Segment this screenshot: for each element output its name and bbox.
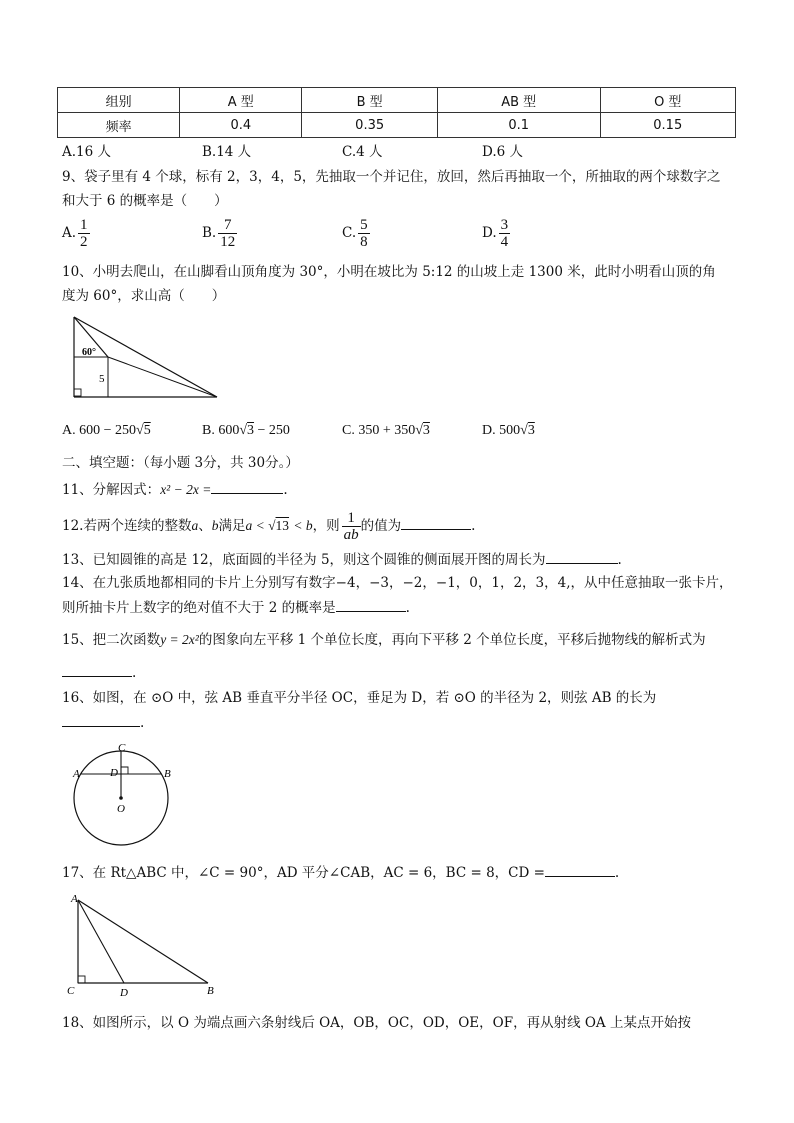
q15-expression: y = 2x² <box>160 632 199 647</box>
option-letter: A. <box>62 225 77 241</box>
option-letter: D. <box>482 225 497 241</box>
table-cell: 0.15 <box>600 113 736 138</box>
q13 <box>62 549 622 570</box>
label-o: O <box>117 803 125 815</box>
side-label: 5 <box>99 373 105 385</box>
q12: 12.若两个连续的整数a、b满足a < √13 < b，则 $\frac{1}{ab}$ 的值为 . <box>62 510 476 543</box>
slope-line <box>108 357 217 397</box>
q17 <box>62 862 619 883</box>
q17-triangle-figure <box>62 890 222 1000</box>
option-prefix: D. 500 <box>482 423 521 438</box>
q13-text: 13、已知圆锥的高是 12，底面圆的半径为 5，则这个圆锥的侧面展开图的周长为 <box>62 552 546 568</box>
option-letter: B. <box>202 225 217 241</box>
fraction <box>358 217 370 250</box>
q10-option-d: D. 500√3 <box>482 423 535 438</box>
q8-option-d: D.6 人 <box>482 144 524 160</box>
q11-end: . <box>283 482 288 498</box>
q15-line-1 <box>62 630 706 650</box>
label-c: C <box>67 985 75 997</box>
answer-blank <box>211 479 283 494</box>
label-a: A <box>73 768 80 780</box>
option-prefix: A. 600 − 250 <box>62 423 137 438</box>
right-angle-mark <box>74 389 81 396</box>
numerator: 1 <box>80 217 88 233</box>
table-cell: O 型 <box>600 88 736 113</box>
q10-option-c: C. 350 + 350√3 <box>342 423 430 438</box>
angle-label: 60° <box>82 347 96 358</box>
label-a: A <box>71 893 78 905</box>
table-cell: 频率 <box>58 113 180 138</box>
q8-option-a: A.16 人 <box>62 144 112 160</box>
q15-end: . <box>132 665 137 681</box>
q14-line-1: 14、在九张质地都相同的卡片上分别写有数字−4，−3，−2，−1，0，1，2，3，4,，从中任意抽取一张卡片， <box>62 575 733 591</box>
var-b: b <box>211 518 219 533</box>
numerator: 1 <box>342 510 361 527</box>
q9-line-1: 9、袋子里有 4 个球，标有 2，3，4，5，先抽取一个并记住，放回，然后再抽取一个，所抽取的两个球数字之 <box>62 169 721 185</box>
q11 <box>62 479 288 500</box>
q11-expression: x² − 2x = <box>160 482 212 497</box>
center-point <box>119 796 123 800</box>
q8-option-b: B.14 人 <box>202 144 252 160</box>
q8-option-c: C.4 人 <box>342 144 383 160</box>
q15-line-2 <box>62 662 136 683</box>
option-letter: C. <box>342 225 357 241</box>
q9-option-b <box>202 217 237 250</box>
q9-option-a <box>62 217 90 250</box>
q11-prefix: 11、分解因式： <box>62 482 161 498</box>
answer-blank <box>545 862 615 877</box>
option-prefix: C. 350 + 350 <box>342 423 416 438</box>
answer-blank <box>336 597 406 612</box>
q15-suffix: 的图象向左平移 1 个单位长度，再向下平移 2 个单位长度，平移后抛物线的解析式为 <box>198 632 706 648</box>
answer-blank <box>546 549 618 564</box>
answer-blank <box>62 712 140 727</box>
radicand: 3 <box>527 423 535 438</box>
table-cell: B 型 <box>302 88 437 113</box>
radicand: 3 <box>422 423 430 438</box>
q17-text: 17、在 Rt△ABC 中，∠C = 90°，AD 平分∠CAB，AC = 6，BC = 8，CD = <box>62 865 545 881</box>
denominator: 2 <box>80 234 88 250</box>
table-cell: AB 型 <box>437 88 600 113</box>
right-angle-mark <box>121 767 128 774</box>
q10-option-a: A. 600 − 250√5 <box>62 423 151 438</box>
q12-end: . <box>471 518 476 534</box>
section-heading: 二、填空题：（每小题 3分，共 30分。） <box>62 455 299 471</box>
answer-blank <box>62 662 132 677</box>
blood-type-frequency-table <box>57 87 736 138</box>
q9-line-2: 和大于 6 的概率是（ ） <box>62 193 228 209</box>
numerator: 5 <box>360 217 368 233</box>
table-cell: 0.1 <box>437 113 600 138</box>
fraction <box>78 217 90 250</box>
q18-line-1: 18、如图所示，以 O 为端点画六条射线后 OA，OB，OC，OD，OE，OF，再从射线 OA 上某点开始按 <box>62 1015 691 1031</box>
q13-end: . <box>617 552 622 568</box>
q12-then: ，则 <box>312 518 340 534</box>
denominator: ab <box>343 527 359 543</box>
right-angle-mark <box>78 976 85 983</box>
side-ab <box>78 900 208 983</box>
label-c: C <box>118 742 126 754</box>
q15-prefix: 15、把二次函数 <box>62 632 161 648</box>
q16-end: . <box>140 715 145 731</box>
q14-end: . <box>405 600 410 616</box>
q14-text: 则所抽卡片上数字的绝对值不大于 2 的概率是 <box>62 600 336 616</box>
fraction <box>218 217 237 250</box>
q9-option-d <box>482 217 510 250</box>
numerator: 3 <box>500 217 509 233</box>
q12-mid: 满足 <box>218 518 246 534</box>
q16-line-1: 16、如图，在 ⊙O 中，弦 AB 垂直平分半径 OC，垂足为 D，若 ⊙O 的半径为 2，则弦 AB 的长为 <box>62 690 657 706</box>
q10-line-2: 度为 60°，求山高（ ） <box>62 288 226 304</box>
var-a: a <box>191 518 199 533</box>
answer-blank <box>401 515 471 530</box>
radicand: 3 <box>247 423 255 438</box>
option-suffix: − 250 <box>254 423 290 438</box>
label-b: B <box>207 985 214 997</box>
q10-option-b: B. 600√3 − 250 <box>202 423 290 438</box>
q16-line-2 <box>62 712 144 733</box>
bisector-ad <box>78 900 124 983</box>
fraction <box>342 510 361 543</box>
q17-end: . <box>614 865 620 881</box>
table-cell: 0.35 <box>302 113 437 138</box>
radicand: 5 <box>143 423 151 438</box>
label-d: D <box>120 987 128 999</box>
table-header-row <box>58 88 736 113</box>
fraction <box>499 217 511 250</box>
table-cell: 组别 <box>58 88 180 113</box>
denominator: 8 <box>360 234 368 250</box>
q12-prefix: 12.若两个连续的整数 <box>62 518 192 534</box>
q10-line-1: 10、小明去爬山，在山脚看山顶角度为 30°，小明在坡比为 5:12 的山坡上走 1300 米，此时小明看山顶的角 <box>62 264 716 280</box>
q16-circle-figure <box>60 740 180 850</box>
radicand: 13 <box>275 518 290 533</box>
label-b: B <box>164 768 171 780</box>
numerator: 7 <box>218 217 237 234</box>
q9-option-c <box>342 217 370 250</box>
q10-mountain-figure <box>60 310 230 405</box>
denominator: 12 <box>220 234 236 250</box>
table-cell: 0.4 <box>180 113 302 138</box>
option-prefix: B. 600 <box>202 423 240 438</box>
inequality-right: < b <box>293 518 313 533</box>
table-cell: A 型 <box>180 88 302 113</box>
inequality-left: a < <box>245 518 265 533</box>
separator: 、 <box>198 518 212 534</box>
q14-line-2 <box>62 597 410 618</box>
q12-suffix: 的值为 <box>360 518 402 534</box>
label-d: D <box>110 767 118 779</box>
table-row <box>58 113 736 138</box>
denominator: 4 <box>500 234 509 250</box>
